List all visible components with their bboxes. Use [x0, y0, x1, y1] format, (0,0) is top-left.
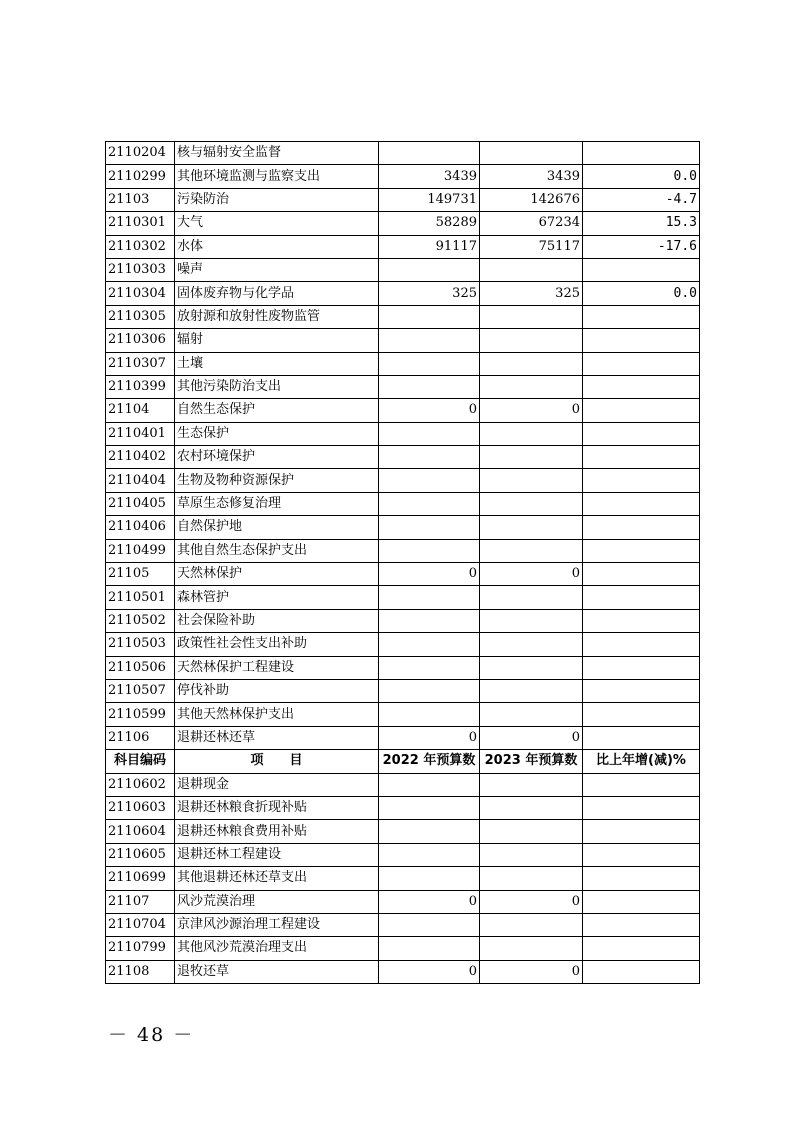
change-pct-cell	[583, 563, 700, 586]
budget-2022-cell	[379, 913, 480, 936]
table-row	[106, 492, 700, 515]
change-pct-cell	[583, 796, 700, 819]
change-pct-cell	[583, 352, 700, 375]
budget-2022-cell	[379, 142, 480, 165]
budget-2022-cell	[379, 867, 480, 890]
budget-2022-cell	[379, 633, 480, 656]
budget-2023-cell	[480, 258, 583, 281]
name-cell: 社会保险补助	[175, 609, 379, 632]
name-cell: 退耕现金	[175, 773, 379, 796]
change-pct-cell	[583, 516, 700, 539]
code-cell: 2110303	[106, 258, 175, 281]
change-pct-cell	[583, 375, 700, 398]
budget-2022-cell: 58289	[379, 212, 480, 235]
name-cell: 草原生态修复治理	[175, 492, 379, 515]
code-cell: 2110305	[106, 305, 175, 328]
code-cell: 21108	[106, 960, 175, 983]
page-number: － 48 －	[108, 1024, 195, 1046]
name-cell: 噪声	[175, 258, 379, 281]
name-cell: 京津风沙源治理工程建设	[175, 913, 379, 936]
budget-2023-cell	[480, 305, 583, 328]
budget-2023-cell	[480, 352, 583, 375]
budget-2022-cell: 3439	[379, 165, 480, 188]
budget-2022-cell	[379, 609, 480, 632]
name-cell: 其他退耕还林还草支出	[175, 867, 379, 890]
change-pct-cell	[583, 399, 700, 422]
name-cell: 水体	[175, 235, 379, 258]
name-cell: 生态保护	[175, 422, 379, 445]
name-cell: 辐射	[175, 329, 379, 352]
budget-2023-cell: 0	[480, 399, 583, 422]
change-pct-cell	[583, 609, 700, 632]
name-cell: 退牧还草	[175, 960, 379, 983]
code-cell: 2110307	[106, 352, 175, 375]
name-cell: 政策性社会性支出补助	[175, 633, 379, 656]
budget-2023-cell: 0	[480, 890, 583, 913]
budget-2022-cell	[379, 796, 480, 819]
code-cell: 2110402	[106, 446, 175, 469]
change-pct-cell: -4.7	[583, 188, 700, 211]
table-row	[106, 375, 700, 398]
name-cell: 退耕还林还草	[175, 726, 379, 749]
name-cell: 其他自然生态保护支出	[175, 539, 379, 562]
budget-2023-cell: 0	[480, 563, 583, 586]
budget-2023-cell: 142676	[480, 188, 583, 211]
code-cell: 2110405	[106, 492, 175, 515]
code-cell: 2110699	[106, 867, 175, 890]
budget-2023-cell	[480, 516, 583, 539]
budget-2022-cell: 0	[379, 399, 480, 422]
budget-2023-cell	[480, 142, 583, 165]
name-cell: 其他风沙荒漠治理支出	[175, 937, 379, 960]
table-row	[106, 890, 700, 913]
budget-2022-cell	[379, 446, 480, 469]
name-cell: 天然林保护工程建设	[175, 656, 379, 679]
change-pct-cell	[583, 679, 700, 702]
table-row	[106, 305, 700, 328]
code-cell: 2110499	[106, 539, 175, 562]
budget-2022-cell	[379, 703, 480, 726]
table-row	[106, 446, 700, 469]
table-row	[106, 703, 700, 726]
code-cell: 2110406	[106, 516, 175, 539]
code-cell: 2110301	[106, 212, 175, 235]
budget-2023-cell	[480, 375, 583, 398]
name-cell: 退耕还林工程建设	[175, 843, 379, 866]
change-pct-cell: 15.3	[583, 212, 700, 235]
change-pct-cell: 0.0	[583, 282, 700, 305]
code-cell: 2110604	[106, 820, 175, 843]
budget-2022-cell	[379, 375, 480, 398]
budget-2022-cell	[379, 820, 480, 843]
budget-2022-cell	[379, 352, 480, 375]
budget-2022-cell	[379, 516, 480, 539]
budget-2022-cell: 91117	[379, 235, 480, 258]
table-row	[106, 258, 700, 281]
budget-table	[105, 141, 700, 984]
code-cell: 2110304	[106, 282, 175, 305]
budget-2022-cell	[379, 679, 480, 702]
change-pct-cell	[583, 656, 700, 679]
change-pct-cell	[583, 446, 700, 469]
budget-2023-cell	[480, 656, 583, 679]
budget-2023-cell	[480, 796, 583, 819]
change-pct-cell	[583, 492, 700, 515]
budget-2023-cell	[480, 913, 583, 936]
change-pct-cell	[583, 586, 700, 609]
code-cell: 21103	[106, 188, 175, 211]
budget-2023-cell	[480, 820, 583, 843]
name-cell: 生物及物种资源保护	[175, 469, 379, 492]
budget-2022-cell	[379, 586, 480, 609]
name-cell: 其他环境监测与监察支出	[175, 165, 379, 188]
header-2022-cell: 2022 年预算数	[379, 750, 480, 773]
table-row	[106, 633, 700, 656]
code-cell: 2110602	[106, 773, 175, 796]
name-cell: 大气	[175, 212, 379, 235]
code-cell: 2110506	[106, 656, 175, 679]
code-cell: 2110302	[106, 235, 175, 258]
table-row	[106, 399, 700, 422]
name-cell: 其他污染防治支出	[175, 375, 379, 398]
budget-2023-cell	[480, 492, 583, 515]
code-cell: 2110599	[106, 703, 175, 726]
budget-2023-cell	[480, 679, 583, 702]
table-row	[106, 539, 700, 562]
code-cell: 21104	[106, 399, 175, 422]
code-cell: 2110605	[106, 843, 175, 866]
budget-2023-cell	[480, 773, 583, 796]
budget-2023-cell: 0	[480, 726, 583, 749]
table-row	[106, 937, 700, 960]
budget-2022-cell: 0	[379, 960, 480, 983]
budget-2023-cell	[480, 446, 583, 469]
budget-2023-cell	[480, 586, 583, 609]
table-row	[106, 329, 700, 352]
code-cell: 2110503	[106, 633, 175, 656]
name-cell: 退耕还林粮食折现补贴	[175, 796, 379, 819]
change-pct-cell	[583, 726, 700, 749]
budget-2023-cell: 75117	[480, 235, 583, 258]
name-cell: 森林管护	[175, 586, 379, 609]
code-cell: 2110204	[106, 142, 175, 165]
table-header-row	[106, 750, 700, 773]
change-pct-cell	[583, 703, 700, 726]
budget-2023-cell: 325	[480, 282, 583, 305]
change-pct-cell	[583, 258, 700, 281]
table-row	[106, 960, 700, 983]
change-pct-cell	[583, 913, 700, 936]
table-row	[106, 820, 700, 843]
header-change-cell: 比上年增(减)%	[583, 750, 700, 773]
change-pct-cell: -17.6	[583, 235, 700, 258]
budget-2023-cell: 3439	[480, 165, 583, 188]
budget-2022-cell	[379, 656, 480, 679]
code-cell: 2110799	[106, 937, 175, 960]
table-row	[106, 843, 700, 866]
budget-2022-cell: 0	[379, 726, 480, 749]
table-row	[106, 563, 700, 586]
budget-2022-cell: 0	[379, 563, 480, 586]
table-row	[106, 165, 700, 188]
budget-2023-cell	[480, 937, 583, 960]
budget-2023-cell	[480, 867, 583, 890]
table-row	[106, 726, 700, 749]
budget-2022-cell	[379, 773, 480, 796]
header-code-cell: 科目编码	[106, 750, 175, 773]
code-cell: 2110306	[106, 329, 175, 352]
code-cell: 21105	[106, 563, 175, 586]
change-pct-cell	[583, 469, 700, 492]
code-cell: 2110507	[106, 679, 175, 702]
budget-2023-cell	[480, 703, 583, 726]
change-pct-cell	[583, 867, 700, 890]
budget-2022-cell	[379, 422, 480, 445]
change-pct-cell	[583, 633, 700, 656]
table-row	[106, 352, 700, 375]
name-cell: 风沙荒漠治理	[175, 890, 379, 913]
name-cell: 核与辐射安全监督	[175, 142, 379, 165]
table-row	[106, 516, 700, 539]
name-cell: 自然生态保护	[175, 399, 379, 422]
budget-2022-cell	[379, 329, 480, 352]
code-cell: 2110502	[106, 609, 175, 632]
budget-2023-cell	[480, 469, 583, 492]
name-cell: 放射源和放射性废物监管	[175, 305, 379, 328]
budget-2023-cell	[480, 329, 583, 352]
budget-2023-cell	[480, 609, 583, 632]
code-cell: 2110299	[106, 165, 175, 188]
change-pct-cell	[583, 820, 700, 843]
change-pct-cell	[583, 329, 700, 352]
budget-2022-cell	[379, 492, 480, 515]
table-row	[106, 656, 700, 679]
budget-2023-cell: 67234	[480, 212, 583, 235]
change-pct-cell	[583, 539, 700, 562]
budget-2022-cell	[379, 469, 480, 492]
budget-2022-cell	[379, 843, 480, 866]
change-pct-cell	[583, 142, 700, 165]
budget-2023-cell	[480, 633, 583, 656]
table-row	[106, 867, 700, 890]
name-cell: 土壤	[175, 352, 379, 375]
code-cell: 2110404	[106, 469, 175, 492]
code-cell: 2110704	[106, 913, 175, 936]
change-pct-cell: 0.0	[583, 165, 700, 188]
budget-2023-cell: 0	[480, 960, 583, 983]
budget-2022-cell	[379, 258, 480, 281]
name-cell: 其他天然林保护支出	[175, 703, 379, 726]
table-row	[106, 913, 700, 936]
code-cell: 2110399	[106, 375, 175, 398]
table-row	[106, 773, 700, 796]
change-pct-cell	[583, 960, 700, 983]
change-pct-cell	[583, 890, 700, 913]
table-row	[106, 586, 700, 609]
table-row	[106, 796, 700, 819]
code-cell: 21107	[106, 890, 175, 913]
name-cell: 固体废弃物与化学品	[175, 282, 379, 305]
budget-2023-cell	[480, 539, 583, 562]
budget-2022-cell: 0	[379, 890, 480, 913]
table-row	[106, 235, 700, 258]
change-pct-cell	[583, 843, 700, 866]
table-row	[106, 469, 700, 492]
change-pct-cell	[583, 422, 700, 445]
name-cell: 停伐补助	[175, 679, 379, 702]
code-cell: 2110603	[106, 796, 175, 819]
table-row	[106, 282, 700, 305]
change-pct-cell	[583, 773, 700, 796]
budget-2022-cell	[379, 937, 480, 960]
name-cell: 自然保护地	[175, 516, 379, 539]
code-cell: 2110501	[106, 586, 175, 609]
name-cell: 退耕还林粮食费用补贴	[175, 820, 379, 843]
header-2023-cell: 2023 年预算数	[480, 750, 583, 773]
budget-2022-cell	[379, 539, 480, 562]
name-cell: 天然林保护	[175, 563, 379, 586]
budget-2022-cell	[379, 305, 480, 328]
change-pct-cell	[583, 937, 700, 960]
budget-2022-cell: 325	[379, 282, 480, 305]
name-cell: 农村环境保护	[175, 446, 379, 469]
table-row	[106, 188, 700, 211]
table-row	[106, 142, 700, 165]
budget-2023-cell	[480, 422, 583, 445]
table-row	[106, 422, 700, 445]
code-cell: 2110401	[106, 422, 175, 445]
code-cell: 21106	[106, 726, 175, 749]
name-cell: 污染防治	[175, 188, 379, 211]
table-row	[106, 679, 700, 702]
budget-2022-cell: 149731	[379, 188, 480, 211]
budget-2023-cell	[480, 843, 583, 866]
header-item-cell: 项 目	[175, 750, 379, 773]
table-row	[106, 212, 700, 235]
change-pct-cell	[583, 305, 700, 328]
table-row	[106, 609, 700, 632]
